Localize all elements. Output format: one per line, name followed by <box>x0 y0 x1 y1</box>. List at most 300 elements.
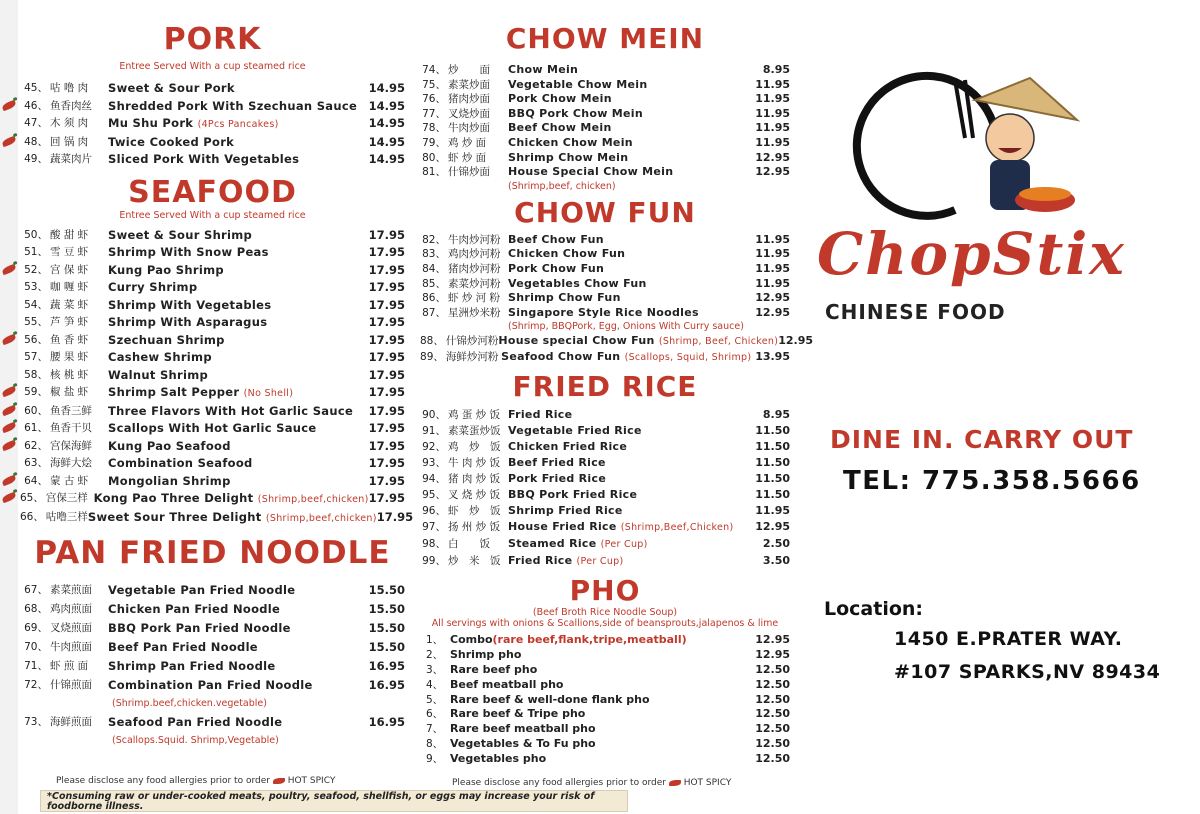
menu-item <box>420 306 790 321</box>
item-chinese-name: 回 锅 肉 <box>50 135 89 148</box>
item-price: 16.95 <box>368 715 405 729</box>
item-name: Shrimp With Vegetables <box>108 297 272 312</box>
item-english-name <box>501 350 751 366</box>
item-chinese-name: 鸡 蛋 炒 饭 <box>448 408 501 421</box>
item-english-name <box>508 306 748 321</box>
item-number <box>20 438 48 456</box>
item-price: 17.95 <box>368 350 405 364</box>
location-label: Location: <box>824 598 924 620</box>
item-english-name <box>508 247 748 262</box>
menu-item <box>20 151 405 169</box>
item-number: 58、 <box>24 368 48 381</box>
item-english-name <box>508 407 748 423</box>
item-english-name <box>508 92 748 107</box>
menu-item <box>420 553 790 570</box>
item-price: 16.95 <box>368 678 405 692</box>
item-price: 15.50 <box>368 640 405 654</box>
item-number: 94、 <box>422 472 446 485</box>
menu-item <box>420 471 790 487</box>
item-number: 5、 <box>426 693 444 706</box>
item-english-name <box>108 403 365 421</box>
item-chinese-name: 猪 肉 炒 饭 <box>448 472 501 485</box>
item-english-name <box>108 420 365 438</box>
item-number-text: 56、 <box>24 333 48 346</box>
item-price: 11.95 <box>755 77 790 91</box>
item-english-name <box>508 487 748 503</box>
pan-fried-noodle-list <box>20 581 405 750</box>
item-english-name <box>508 553 748 570</box>
item-number: 90、 <box>422 408 446 421</box>
menu-item <box>20 367 405 385</box>
item-price: 11.50 <box>755 471 790 485</box>
section-title-pho: PHO <box>569 574 641 608</box>
item-note: (No Shell) <box>243 388 294 399</box>
allergy-note-left: Please disclose any food allergies prior to order HOT SPICY <box>56 776 336 786</box>
item-english-name <box>108 367 365 385</box>
item-chinese-name: 海鲜煎面 <box>50 716 92 728</box>
item-english-name <box>450 693 750 708</box>
menu-item <box>20 80 405 98</box>
item-note: (Shrimp,Beef,Chicken) <box>620 522 734 534</box>
item-name: Seafood Pan Fried Noodle <box>108 715 283 729</box>
item-chinese-name: 素菜蛋炒饭 <box>448 424 501 437</box>
item-name: Vegetables pho <box>450 751 547 765</box>
item-name: Sliced Pork With Vegetables <box>108 152 300 166</box>
item-name: House Special Chow Mein <box>508 165 674 179</box>
item-number: 2、 <box>426 649 444 662</box>
menu-item <box>20 509 414 528</box>
chow-mein-note: (Shrimp,beef, chicken) <box>508 180 616 192</box>
item-english-name <box>508 136 748 151</box>
menu-item <box>20 262 405 280</box>
menu-item <box>20 420 405 438</box>
item-number <box>20 490 44 509</box>
item-number-text: 52、 <box>24 263 48 276</box>
item-number: 45、 <box>24 82 48 94</box>
item-chinese-name: 核 桃 虾 <box>50 368 89 381</box>
item-price: 17.95 <box>368 456 405 470</box>
item-number: 53、 <box>24 281 48 293</box>
menu-item <box>420 350 790 366</box>
item-english-name <box>508 151 748 166</box>
chow-fun-list-2 <box>420 334 813 365</box>
item-price: 11.50 <box>755 423 790 437</box>
item-number: 73、 <box>24 716 48 728</box>
item-chinese-name: 宫 保 虾 <box>50 263 89 276</box>
item-number <box>20 134 48 152</box>
item-chinese-name: 咖 喱 虾 <box>50 281 89 293</box>
item-english-name <box>108 676 365 695</box>
menu-item <box>420 107 790 122</box>
item-number: 82、 <box>422 233 446 246</box>
brand-name: ChopStix <box>817 220 1126 288</box>
section-title-pork: PORK <box>163 22 262 57</box>
item-chinese-name: 牛 肉 炒 饭 <box>448 456 501 469</box>
item-price: 12.95 <box>755 291 790 305</box>
item-english-name <box>450 633 750 648</box>
item-english-name <box>450 737 750 752</box>
item-chinese-name: 鱼 香 虾 <box>50 333 89 346</box>
section-subtitle-seafood: Entree Served With a cup steamed rice <box>119 209 306 221</box>
menu-column-middle <box>420 22 813 767</box>
item-price: 17.95 <box>368 438 405 453</box>
item-price: 12.95 <box>755 633 790 647</box>
item-english-name <box>108 115 365 134</box>
item-number: 55、 <box>24 316 48 328</box>
item-price: 8.95 <box>762 407 790 421</box>
item-chinese-name: 猪肉炒河粉 <box>448 262 501 275</box>
pho-item <box>420 737 790 752</box>
item-number: 87、 <box>422 306 446 319</box>
item-name: Combination Pan Fried Noodle <box>108 678 313 692</box>
item-name: Singapore Style Rice Noodles <box>508 305 699 319</box>
item-price: 12.50 <box>755 692 790 706</box>
item-price: 17.95 <box>368 245 405 259</box>
item-name: Vegetables & To Fu pho <box>450 737 596 751</box>
item-chinese-name: 蔬 菜 虾 <box>50 298 89 311</box>
item-name: Chow Mein <box>508 63 579 76</box>
pho-item <box>420 752 790 767</box>
item-english-name <box>450 752 750 767</box>
item-note: (Shrimp,beef,chicken) <box>257 494 369 505</box>
item-number: 76、 <box>422 93 446 106</box>
item-price: 14.95 <box>368 152 405 166</box>
item-chinese-name: 素菜炒河粉 <box>448 277 501 290</box>
item-price: 17.95 <box>368 332 405 347</box>
item-name: Scallops With Hot Garlic Sauce <box>108 421 317 435</box>
item-chinese-name: 蔬菜肉片 <box>50 153 92 165</box>
section-title-chow-fun: CHOW FUN <box>514 195 696 229</box>
brand-logo <box>805 60 1185 340</box>
item-name: Cashew Shrimp <box>108 350 212 364</box>
item-chinese-name: 什锦炒河粉 <box>445 335 499 348</box>
item-chinese-name: 鱼香三鲜 <box>50 404 92 417</box>
item-number: 86、 <box>422 292 446 305</box>
item-name: Three Flavors With Hot Garlic Sauce <box>108 403 354 418</box>
item-number <box>20 420 48 438</box>
item-price: 17.95 <box>368 421 405 435</box>
item-price: 12.50 <box>755 751 790 765</box>
item-number: 79、 <box>422 136 446 149</box>
menu-item <box>20 279 405 297</box>
item-note: (Shrimp, Beef, Chicken) <box>658 336 779 348</box>
item-name: Pork Fried Rice <box>508 471 607 485</box>
item-number: 95、 <box>422 488 446 501</box>
item-price: 3.50 <box>762 554 790 568</box>
item-number: 80、 <box>422 151 446 164</box>
menu-item <box>20 438 405 456</box>
item-name: Beef Chow Fun <box>508 232 604 246</box>
item-name: Sweet & Sour Shrimp <box>108 227 253 242</box>
item-chinese-name: 咕 噜 肉 <box>50 82 89 94</box>
menu-item <box>20 134 405 152</box>
menu-item <box>20 403 405 421</box>
item-name: Chicken Pan Fried Noodle <box>108 602 281 616</box>
item-chinese-name: 猪肉炒面 <box>448 93 490 106</box>
item-name: Shrimp With Snow Peas <box>108 245 269 259</box>
item-chinese-name: 蒙 古 虾 <box>50 474 89 487</box>
item-number: 74、 <box>422 64 446 76</box>
item-price: 12.95 <box>755 648 790 662</box>
item-english-name <box>108 151 365 169</box>
pepper-icon <box>273 778 285 784</box>
item-chinese-name: 芦 笋 虾 <box>50 316 89 328</box>
item-number: 6、 <box>426 708 444 721</box>
item-name: Pork Chow Mein <box>508 92 612 106</box>
item-chinese-name: 虾 煎 面 <box>50 660 89 672</box>
item-price: 12.50 <box>755 663 790 677</box>
menu-item <box>20 244 405 262</box>
menu-item <box>20 332 405 350</box>
item-number-text: 65、 <box>20 492 44 504</box>
item-number: 83、 <box>422 248 446 261</box>
item-number: 49、 <box>24 153 48 165</box>
item-name: Beef Fried Rice <box>508 455 606 469</box>
item-number <box>20 332 48 350</box>
item-number: 89、 <box>420 350 444 363</box>
item-name: Vegetable Chow Mein <box>508 77 648 91</box>
item-english-name <box>108 657 365 676</box>
item-number: 54、 <box>24 298 48 311</box>
item-name: Fried Rice <box>508 407 573 421</box>
item-chinese-name: 白 饭 <box>448 538 490 551</box>
item-english-name <box>450 663 750 678</box>
item-name: Fried Rice <box>508 554 573 568</box>
menu-item <box>420 503 790 519</box>
item-number <box>20 262 48 280</box>
item-price: 12.50 <box>755 722 790 736</box>
menu-column-left <box>20 22 414 750</box>
item-number: 93、 <box>422 456 446 469</box>
item-chinese-name: 鸡肉煎面 <box>50 603 92 615</box>
item-number: 92、 <box>422 440 446 453</box>
brand-tagline: CHINESE FOOD <box>825 300 1006 324</box>
item-name: Beef meatball pho <box>450 677 564 691</box>
item-number: 96、 <box>422 505 446 518</box>
item-number: 50、 <box>24 228 48 241</box>
item-name: Mu Shu Pork <box>108 116 194 130</box>
item-english-name <box>508 536 748 553</box>
item-name: Steamed Rice <box>508 537 597 551</box>
item-price: 16.95 <box>368 659 405 673</box>
pho-item <box>420 648 790 663</box>
item-english-name <box>508 78 748 93</box>
item-name: Shrimp Chow Fun <box>508 291 621 305</box>
item-price: 11.50 <box>755 439 790 453</box>
item-number: 88、 <box>420 335 444 348</box>
item-number: 97、 <box>422 521 446 534</box>
item-english-name <box>108 279 365 297</box>
item-english-name <box>108 80 365 98</box>
menu-item <box>420 247 790 262</box>
menu-item <box>420 487 790 503</box>
item-name: Walnut Shrimp <box>108 367 209 382</box>
item-english-name <box>88 509 377 528</box>
item-english-name <box>508 439 748 455</box>
item-chinese-name: 炒 米 饭 <box>448 555 501 568</box>
menu-item <box>420 407 790 423</box>
menu-item <box>420 151 790 166</box>
item-number-text: 59、 <box>24 386 48 398</box>
item-number: 57、 <box>24 351 48 363</box>
item-note: (Per Cup) <box>576 556 624 568</box>
item-name: Shrimp pho <box>450 648 522 662</box>
item-name: Curry Shrimp <box>108 280 198 294</box>
allergy-note-right: Please disclose any food allergies prior to order HOT SPICY <box>452 778 732 788</box>
item-price: 11.95 <box>755 232 790 246</box>
item-english-name <box>450 678 750 693</box>
item-english-name <box>508 63 748 78</box>
menu-item <box>20 676 405 695</box>
item-chinese-name: 鸡 炒 饭 <box>448 440 501 453</box>
address-line-1: 1450 E.PRATER WAY. <box>894 628 1123 650</box>
item-price: 11.50 <box>755 487 790 501</box>
item-english-name <box>450 648 750 663</box>
item-chinese-name: 木 须 肉 <box>50 117 89 129</box>
item-english-name <box>108 262 365 280</box>
item-name: Combination Seafood <box>108 456 253 470</box>
item-number-text: 60、 <box>24 404 48 417</box>
item-price: 12.50 <box>755 737 790 751</box>
item-number-text: 64、 <box>24 474 48 487</box>
pho-item <box>420 678 790 693</box>
menu-item <box>420 455 790 471</box>
item-number: 81、 <box>422 166 446 179</box>
item-price: 12.95 <box>755 520 790 534</box>
item-english-name <box>108 332 365 350</box>
item-number <box>20 473 48 491</box>
phone-number: TEL: 775.358.5666 <box>843 466 1141 496</box>
item-name: Chicken Chow Mein <box>508 135 633 149</box>
item-chinese-name: 腰 果 虾 <box>50 351 89 363</box>
item-price: 17.95 <box>368 227 405 242</box>
item-name: Shrimp Fried Rice <box>508 504 623 518</box>
item-number: 4、 <box>426 678 444 691</box>
item-price: 2.50 <box>762 537 790 551</box>
pho-item <box>420 633 790 648</box>
item-chinese-name: 鸡肉炒河粉 <box>448 248 501 261</box>
chow-fun-note-87: (Shrimp, BBQPork, Egg, Onions With Curry sauce) <box>508 321 744 333</box>
menu-item <box>420 291 790 306</box>
item-price: 13.95 <box>755 349 790 363</box>
item-name: Vegetables Chow Fun <box>508 276 647 290</box>
menu-item <box>420 78 790 93</box>
menu-item <box>20 98 405 116</box>
item-english-name <box>108 349 365 367</box>
item-english-name <box>108 227 365 245</box>
menu-item <box>20 227 405 245</box>
menu-item <box>20 473 405 491</box>
item-chinese-name: 牛肉炒面 <box>448 122 490 135</box>
menu-item <box>420 536 790 553</box>
menu-item <box>420 262 790 277</box>
item-name: Beef Chow Mein <box>508 121 612 135</box>
menu-item <box>420 63 790 78</box>
item-name: Shrimp Pan Fried Noodle <box>108 659 276 673</box>
item-number: 72、 <box>24 679 48 691</box>
item-price: 14.95 <box>368 116 405 130</box>
item-number: 3、 <box>426 664 444 677</box>
item-number: 8、 <box>426 738 444 751</box>
chef-mascot-icon <box>805 60 1185 220</box>
item-english-name <box>508 165 748 180</box>
item-name: Pork Chow Fun <box>508 261 605 275</box>
item-price: 12.50 <box>755 707 790 721</box>
section-title-seafood: SEAFOOD <box>128 174 297 210</box>
item-number: 77、 <box>422 107 446 120</box>
menu-item <box>20 490 405 509</box>
item-english-name <box>498 334 778 350</box>
item-name: Chicken Chow Fun <box>508 247 626 261</box>
item-number: 85、 <box>422 277 446 290</box>
menu-item <box>420 423 790 439</box>
item-number: 75、 <box>422 78 446 91</box>
item-chinese-name: 什锦炒面 <box>448 166 490 179</box>
item-chinese-name: 星洲炒米粉 <box>448 306 501 319</box>
menu-item <box>20 384 405 403</box>
item-english-name <box>108 619 365 638</box>
menu-item <box>20 314 405 332</box>
menu-item <box>20 349 405 367</box>
item-name: BBQ Pork Fried Rice <box>508 487 638 501</box>
pepper-icon <box>669 780 681 786</box>
item-chinese-name: 牛肉煎面 <box>50 641 92 653</box>
menu-item <box>420 519 790 536</box>
item-name: House Fried Rice <box>508 520 617 534</box>
item-english-name <box>508 455 748 471</box>
item-english-name <box>94 490 369 509</box>
item-chinese-name: 宫保三样 <box>45 492 88 504</box>
item-chinese-name: 海鲜大烩 <box>50 457 92 469</box>
item-english-name <box>108 314 365 332</box>
item-price: 17.95 <box>368 367 405 382</box>
item-chinese-name: 宫保海鲜 <box>50 439 92 452</box>
item-number-text: 62、 <box>24 439 48 452</box>
item-number: 99、 <box>422 555 446 568</box>
item-english-name <box>108 713 365 732</box>
item-number: 47、 <box>24 117 48 129</box>
item-number: 9、 <box>426 752 444 765</box>
item-chinese-name: 扬 州 炒 饭 <box>448 521 501 534</box>
item-number: 67、 <box>24 584 48 596</box>
item-chinese-name: 牛肉炒河粉 <box>448 233 501 246</box>
item-price: 11.95 <box>755 276 790 290</box>
item-english-name <box>508 291 748 306</box>
pho-item <box>420 722 790 737</box>
item-chinese-name: 虾 炒 面 <box>448 151 487 164</box>
item-price: 11.50 <box>755 455 790 469</box>
pho-item <box>420 693 790 708</box>
seafood-list <box>20 227 414 528</box>
item-price: 17.95 <box>368 315 405 329</box>
item-number: 68、 <box>24 603 48 615</box>
item-name: Shrimp Chow Mein <box>508 150 629 164</box>
item-chinese-name: 虾 炒 饭 <box>448 505 501 518</box>
item-name: Beef Pan Fried Noodle <box>108 640 258 654</box>
pho-item <box>420 663 790 678</box>
item-english-name <box>450 707 750 722</box>
item-english-name <box>450 722 750 737</box>
item-chinese-name: 素菜煎面 <box>50 584 92 596</box>
pho-subtitle: (Beef Broth Rice Noodle Soup) <box>532 607 678 619</box>
item-price: 14.95 <box>368 81 405 95</box>
pork-list <box>20 80 405 169</box>
item-name: Mongolian Shrimp <box>108 473 231 488</box>
menu-item <box>20 455 405 473</box>
item-chinese-name: 叉烧炒面 <box>448 107 490 120</box>
item-price: 17.95 <box>376 509 414 524</box>
item-number: 7、 <box>426 723 444 736</box>
